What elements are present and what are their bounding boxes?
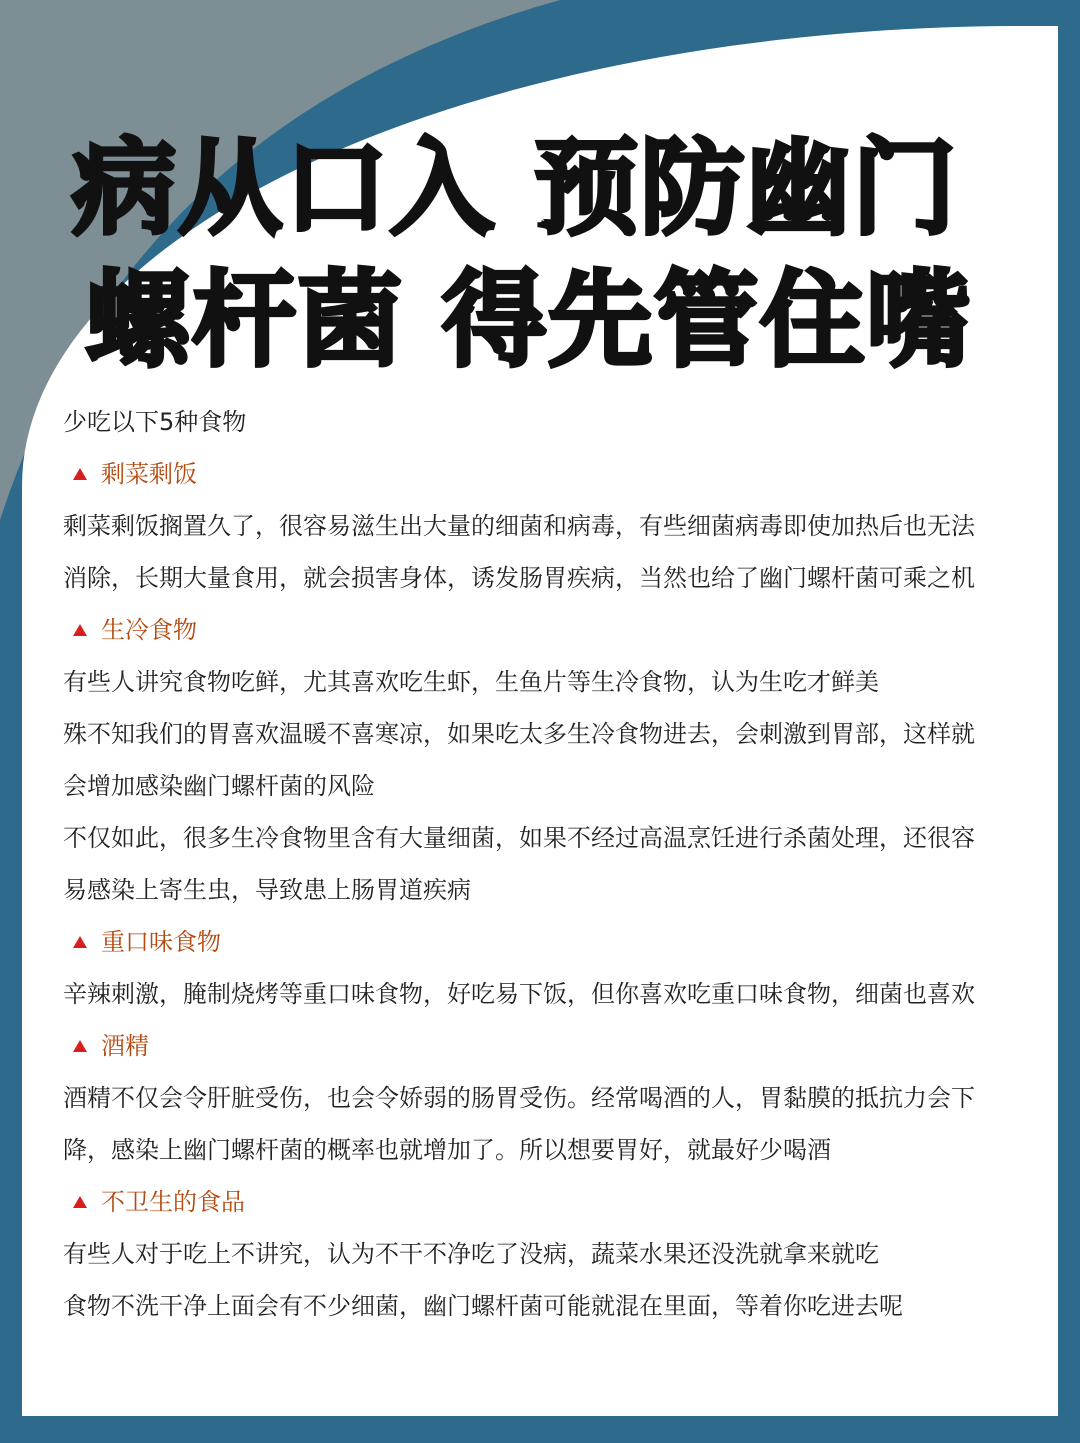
section-heading-label: 不卫生的食品	[101, 1188, 245, 1216]
paragraph-line: 剩菜剩饭搁置久了，很容易滋生出大量的细菌和病毒，有些细菌病毒即使加热后也无法	[63, 512, 975, 540]
intro-text: 少吃以下5种食物	[63, 408, 247, 436]
paragraph-line: 不仅如此，很多生冷食物里含有大量细菌，如果不经过高温烹饪进行杀菌处理，还很容	[63, 824, 975, 852]
paragraph-line: 辛辣刺激，腌制烧烤等重口味食物，好吃易下饭，但你喜欢吃重口味食物，细菌也喜欢	[63, 980, 975, 1008]
section-heading-label: 生冷食物	[101, 616, 197, 644]
triangle-bullet-icon	[73, 624, 87, 636]
triangle-bullet-icon	[73, 468, 87, 480]
page-title-line-2: 螺杆菌 得先管住嘴	[86, 259, 973, 381]
paragraph-line: 食物不洗干净上面会有不少细菌，幽门螺杆菌可能就混在里面，等着你吃进去呢	[63, 1292, 903, 1320]
paragraph-line: 会增加感染幽门螺杆菌的风险	[63, 772, 375, 800]
page-title-line-1: 病从口入 预防幽门	[72, 127, 959, 249]
section-heading-label: 重口味食物	[101, 928, 221, 956]
section-heading-label: 剩菜剩饭	[101, 460, 197, 488]
section-heading	[63, 448, 1053, 500]
section-heading	[63, 1176, 1053, 1228]
triangle-bullet-icon	[73, 1196, 87, 1208]
paragraph-line: 有些人对于吃上不讲究，认为不干不净吃了没病，蔬菜水果还没洗就拿来就吃	[63, 1240, 879, 1268]
triangle-bullet-icon	[73, 1040, 87, 1052]
article-body	[63, 396, 1053, 1332]
paragraph-line: 酒精不仅会令肝脏受伤，也会令娇弱的肠胃受伤。经常喝酒的人，胃黏膜的抵抗力会下	[63, 1084, 975, 1112]
section-heading	[63, 916, 1053, 968]
section-heading	[63, 604, 1053, 656]
triangle-bullet-icon	[73, 936, 87, 948]
paragraph-line: 有些人讲究食物吃鲜，尤其喜欢吃生虾，生鱼片等生冷食物，认为生吃才鲜美	[63, 668, 879, 696]
section-heading	[63, 1020, 1053, 1072]
paragraph-line: 殊不知我们的胃喜欢温暖不喜寒凉，如果吃太多生冷食物进去，会刺激到胃部，这样就	[63, 720, 975, 748]
paragraph-line: 易感染上寄生虫，导致患上肠胃道疾病	[63, 876, 471, 904]
paragraph-line: 消除，长期大量食用，就会损害身体，诱发肠胃疾病，当然也给了幽门螺杆菌可乘之机	[63, 564, 975, 592]
section-heading-label: 酒精	[101, 1032, 149, 1060]
paragraph-line: 降，感染上幽门螺杆菌的概率也就增加了。所以想要胃好，就最好少喝酒	[63, 1136, 831, 1164]
